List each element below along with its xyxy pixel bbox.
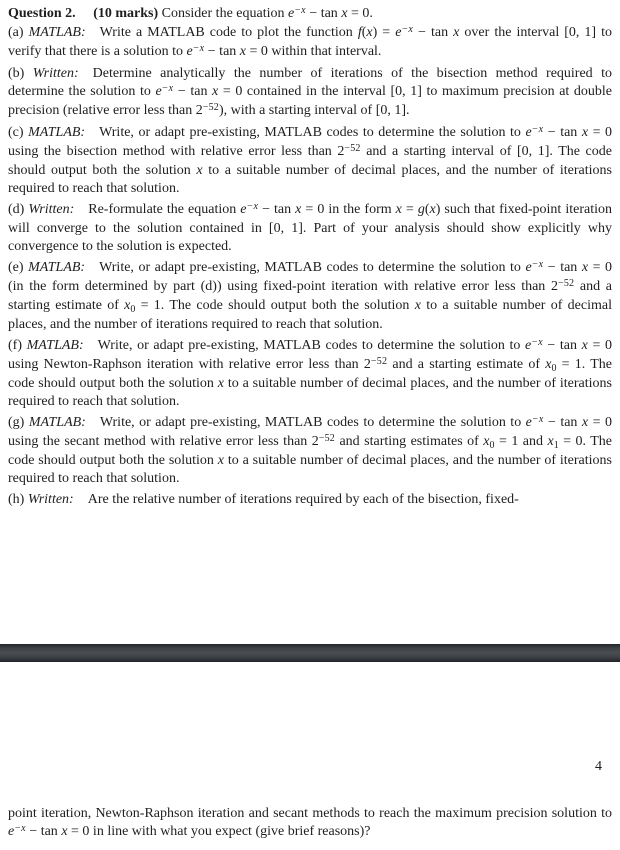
paragraph: (b) Written: Determine analytically the number of iterations of the bisection method required to determine the solution to $e^{-x} - \tan x = 0$ contained in the interval [0, 1] to maximum precision at double precision (relative error less than $2^{-52}$), with a starting interval of [0, 1]. — [8, 66, 613, 118]
paragraph: (h) Written: Are the relative number of iterations required by each of the bisection, fixed- — [8, 492, 519, 507]
pdf-page-top — [0, 662, 620, 850]
continuation-text-block — [0, 805, 620, 842]
page-number: 4 — [595, 759, 602, 774]
paragraph: (g) MATLAB: Write, or adapt pre-existing, MATLAB codes to determine the solution to $e^{-x} - \tan x = 0$ using the secant method with relative error less than $2^{-52}$ and starting estimates of $x_0 = 1$ and $x_1 = 0$. The code should output both the solution x to a suitable number of decimal places, and the number of iterations required to reach that solution. — [8, 413, 612, 486]
paragraph: (d) Written: Re-formulate the equation $e^{-x} - \tan x = 0$ in the form x = g(x) such that fixed-point iteration will converge to the solution contained in [0, 1]. Part of your analysis should show explicitly why convergence to the solution is expected. — [8, 200, 612, 254]
paragraph: (e) MATLAB: Write, or adapt pre-existing, MATLAB codes to determine the solution to $e^{-x} - \tan x = 0$ (in the form determined by part (d)) using fixed-point iteration with relative error less than $2^{-52}$ and a starting estimate of $x_0 = 1$. The code should output both the solution x to a suitable number of decimal places, and the number of iterations required to reach that solution. — [8, 258, 612, 332]
paragraph: point iteration, Newton-Raphson iteration and secant methods to reach the maximum precision solution to $e^{-x} - \tan x = 0$ in line with what you expect (give brief reasons)? — [8, 806, 612, 839]
paragraph: (f) MATLAB: Write, or adapt pre-existing, MATLAB codes to determine the solution to $e^{-x} - \tan x = 0$ using Newton-Raphson iteration with relative error less than $2^{-52}$ and a starting estimate of $x_0 = 1$. The code should output both the solution x to a suitable number of decimal places, and the number of iterations required to reach that solution. — [8, 336, 613, 409]
paragraph: Question 2. (10 marks) Consider the equation $e^{-x} - \tan x = 0$. — [8, 4, 373, 21]
paragraph: (c) MATLAB: Write, or adapt pre-existing, MATLAB codes to determine the solution to $e^{-x} - \tan x = 0$ using the bisection method with relative error less than $2^{-52}$ and a starting interval of [0, 1]. The code should output both the solution x to a suitable number of decimal places, and the number of iterations required to reach that solution. — [8, 123, 612, 196]
paragraph: (a) MATLAB: Write a MATLAB code to plot the function $f(x) = e^{-x} - \tan x$ over the interval [0, 1] to verify that there is a solution to $e^{-x} - \tan x = 0$ within that interval. — [8, 23, 613, 59]
page-separator-bar — [0, 644, 620, 662]
